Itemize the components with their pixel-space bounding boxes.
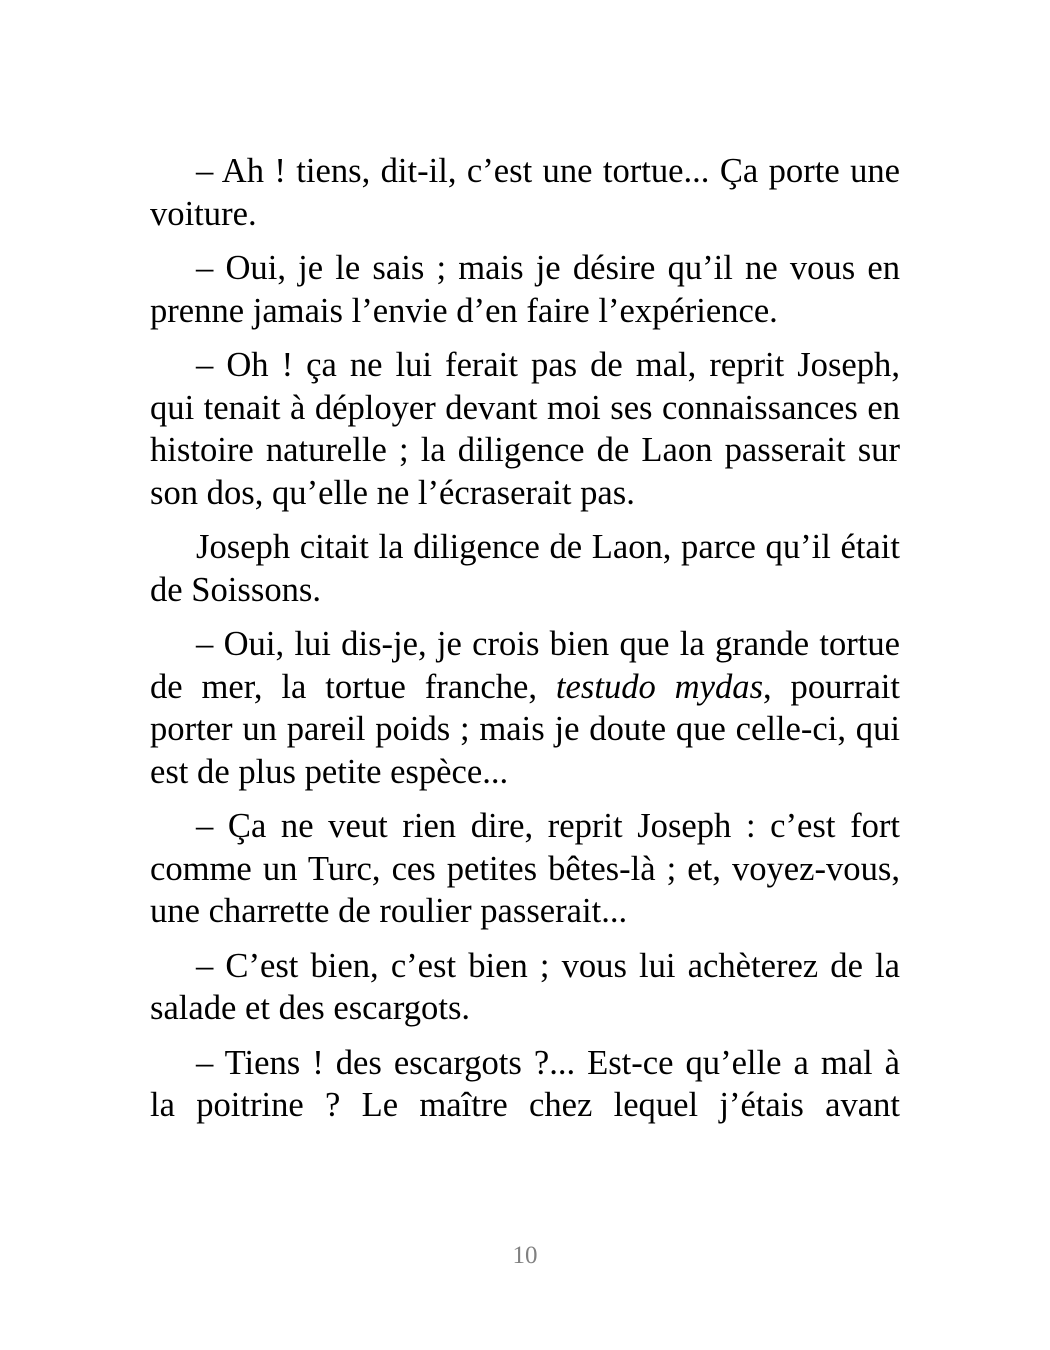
paragraph-text: , pourrait porter un pareil poids ; mais je doute que celle-ci, qui est de plus petite espèce...: [150, 667, 901, 791]
paragraph: – Ah ! tiens, dit-il, c’est une tortue... Ça porte une voiture.: [150, 152, 900, 233]
paragraph: Joseph citait la diligence de Laon, parce qu’il était de Soissons.: [150, 528, 900, 609]
paragraph: – Ça ne veut rien dire, reprit Joseph : c’est fort comme un Turc, ces petites bêtes-là ; et, voyez-vous, une charrette de roulier passerait...: [150, 807, 900, 930]
page-text: [150, 150, 900, 1139]
page-number: 10: [512, 1242, 538, 1269]
species-name: testudo mydas: [555, 667, 764, 706]
paragraph: – C’est bien, c’est bien ; vous lui achèterez de la salade et des escargots.: [150, 946, 900, 1027]
paragraph: – Oui, je le sais ; mais je désire qu’il ne vous en prenne jamais l’envie d’en faire l’expérience.: [150, 249, 900, 330]
paragraph-text: – Oui, lui dis-je, je crois bien que la grande tortue de mer, la tortue franche,: [150, 625, 900, 706]
paragraph: – Tiens ! des escargots ?... Est-ce qu’elle a mal à la poitrine ? Le maître chez lequel j’étais avant: [150, 1043, 900, 1124]
paragraph-with-italic: [150, 623, 900, 793]
paragraph: – Oh ! ça ne lui ferait pas de mal, reprit Joseph, qui tenait à déployer devant moi ses connaissances en histoire naturelle ; la diligence de Laon passerait sur son dos, qu’elle ne l’écraserait pas.: [150, 346, 900, 512]
